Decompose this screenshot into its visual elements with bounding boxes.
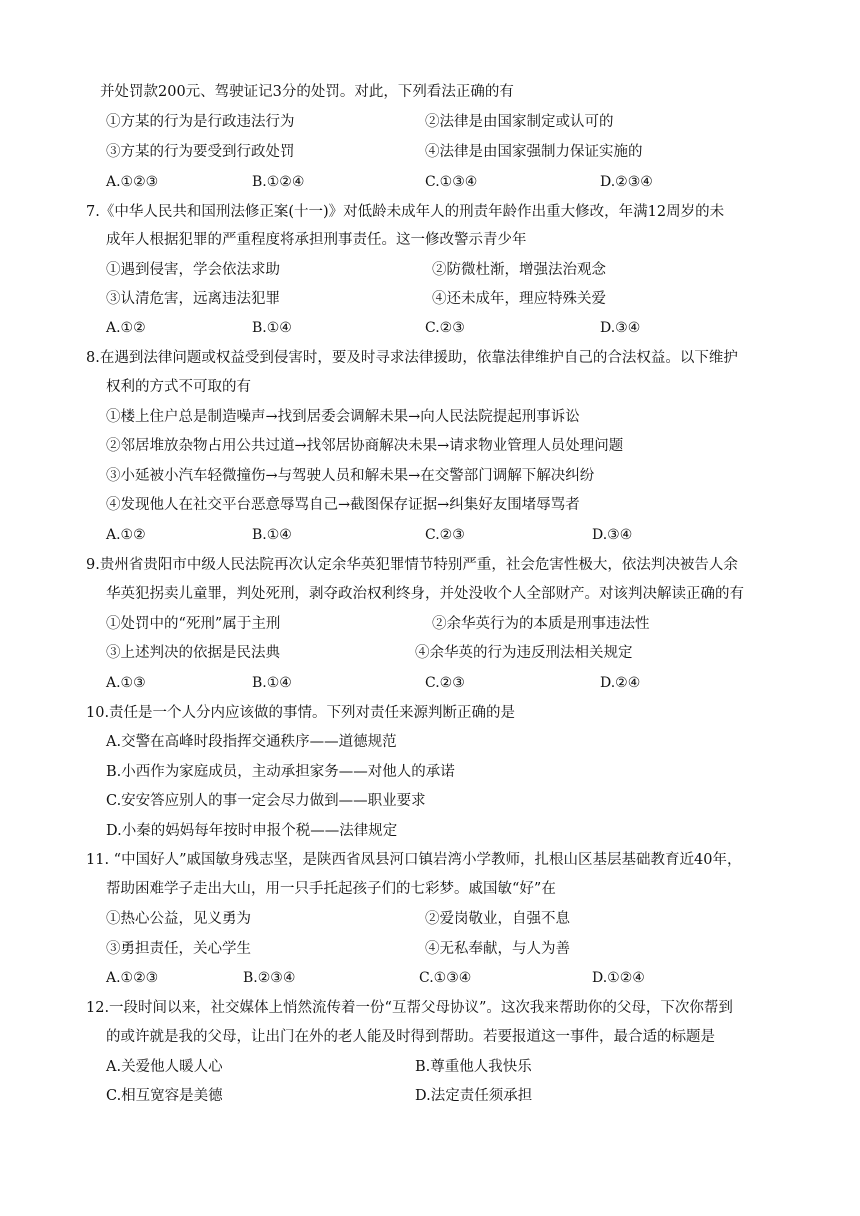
- q8-option-c: C.②③: [425, 527, 465, 543]
- q8-option-a: A.①②: [106, 527, 146, 543]
- q11-stem-line2: 帮助困难学子走出大山，用一只手托起孩子们的七彩梦。戚国敏“好”在: [106, 881, 556, 897]
- q6-option-c: C.①③④: [425, 174, 478, 190]
- q6-statement-2: ②法律是由国家制定或认可的: [425, 114, 614, 130]
- q10-option-b: B.小西作为家庭成员，主动承担家务——对他人的承诺: [106, 764, 455, 780]
- q6-statement-1: ①方某的行为是行政违法行为: [106, 114, 295, 130]
- q7-statement-4: ④还未成年，理应特殊关爱: [432, 291, 606, 307]
- q7-option-d: D.③④: [600, 320, 641, 336]
- q10-option-c: C.安安答应别人的事一定会尽力做到——职业要求: [106, 793, 426, 809]
- q11-option-d: D.①②④: [592, 970, 645, 986]
- q8-option-d: D.③④: [592, 527, 633, 543]
- q8-statement-1: ①楼上住户总是制造噪声→找到居委会调解未果→向人民法院提起刑事诉讼: [106, 409, 580, 425]
- q9-option-b: B.①④: [252, 675, 292, 691]
- q8-stem-line1: 8.在遇到法律问题或权益受到侵害时，要及时寻求法律援助，依靠法律维护自己的合法权益。以下维护: [86, 350, 738, 366]
- q11-option-c: C.①③④: [419, 970, 472, 986]
- q9-statement-1: ①处罚中的“死刑”属于主刑: [106, 616, 281, 632]
- q12-stem-line2: 的或许就是我的父母，让出门在外的老人能及时得到帮助。若要报道这一事件，最合适的标题是: [106, 1029, 715, 1045]
- q12-option-c: C.相互宽容是美德: [106, 1088, 223, 1104]
- q7-statement-3: ③认清危害，远离违法犯罪: [106, 291, 280, 307]
- q9-stem-line2: 华英犯拐卖儿童罪，判处死刑，剥夺政治权利终身，并处没收个人全部财产。对该判决解读正确的有: [106, 586, 744, 602]
- q8-statement-2: ②邻居堆放杂物占用公共过道→找邻居协商解决未果→请求物业管理人员处理问题: [106, 438, 624, 454]
- q11-statement-4: ④无私奉献，与人为善: [425, 941, 570, 957]
- q11-statement-2: ②爱岗敬业，自强不息: [425, 911, 570, 927]
- q12-option-b: B.尊重他人我快乐: [415, 1059, 532, 1075]
- q8-option-b: B.①④: [252, 527, 292, 543]
- q9-statement-2: ②余华英行为的本质是刑事违法性: [432, 616, 650, 632]
- q9-option-d: D.②④: [600, 675, 641, 691]
- q7-stem-line1: 7.《中华人民共和国刑法修正案(十一)》对低龄未成年人的刑责年龄作出重大修改，年满12周岁的未: [86, 204, 725, 220]
- q8-statement-4: ④发现他人在社交平台恶意辱骂自己→截图保存证据→纠集好友围堵辱骂者: [106, 497, 580, 513]
- q6-option-b: B.①②④: [252, 174, 305, 190]
- q12-stem-line1: 12.一段时间以来，社交媒体上悄然流传着一份“互帮父母协议”。这次我来帮助你的父母，下次你帮到: [86, 1000, 733, 1016]
- q12-option-d: D.法定责任须承担: [415, 1088, 533, 1104]
- q9-option-a: A.①③: [106, 675, 146, 691]
- q8-stem-line2: 权利的方式不可取的有: [106, 379, 251, 395]
- q9-statement-3: ③上述判决的依据是民法典: [106, 645, 280, 661]
- q11-statement-3: ③勇担责任，关心学生: [106, 941, 251, 957]
- q6-stem: 并处罚款200元、驾驶证记3分的处罚。对此，下列看法正确的有: [100, 84, 514, 100]
- q11-statement-1: ①热心公益，见义勇为: [106, 911, 251, 927]
- q7-option-b: B.①④: [252, 320, 292, 336]
- q10-option-a: A.交警在高峰时段指挥交通秩序——道德规范: [106, 734, 397, 750]
- q9-statement-4: ④余华英的行为违反刑法相关规定: [415, 645, 633, 661]
- q7-stem-line2: 成年人根据犯罪的严重程度将承担刑事责任。这一修改警示青少年: [106, 232, 527, 248]
- q7-option-a: A.①②: [106, 320, 146, 336]
- q10-stem: 10.责任是一个人分内应该做的事情。下列对责任来源判断正确的是: [86, 705, 516, 721]
- q12-option-a: A.关爱他人暖人心: [106, 1059, 223, 1075]
- q6-option-d: D.②③④: [600, 174, 653, 190]
- q6-option-a: A.①②③: [106, 174, 159, 190]
- q8-statement-3: ③小延被小汽车轻微撞伤→与驾驶人员和解未果→在交警部门调解下解决纠纷: [106, 468, 595, 484]
- q6-statement-3: ③方某的行为要受到行政处罚: [106, 144, 295, 160]
- q6-statement-4: ④法律是由国家强制力保证实施的: [425, 144, 643, 160]
- q11-option-a: A.①②③: [106, 970, 159, 986]
- q11-stem-line1: 11. “中国好人”戚国敏身残志坚，是陕西省凤县河口镇岩湾小学教师，扎根山区基层基础教育近40年，: [86, 852, 742, 868]
- q9-option-c: C.②③: [425, 675, 465, 691]
- q7-statement-1: ①遇到侵害，学会依法求助: [106, 262, 280, 278]
- q10-option-d: D.小秦的妈妈每年按时申报个税——法律规定: [106, 823, 398, 839]
- q9-stem-line1: 9.贵州省贵阳市中级人民法院再次认定余华英犯罪情节特别严重，社会危害性极大，依法判决被告人余: [86, 557, 738, 573]
- q7-statement-2: ②防微杜渐，增强法治观念: [432, 262, 606, 278]
- q11-option-b: B.②③④: [243, 970, 296, 986]
- q7-option-c: C.②③: [425, 320, 465, 336]
